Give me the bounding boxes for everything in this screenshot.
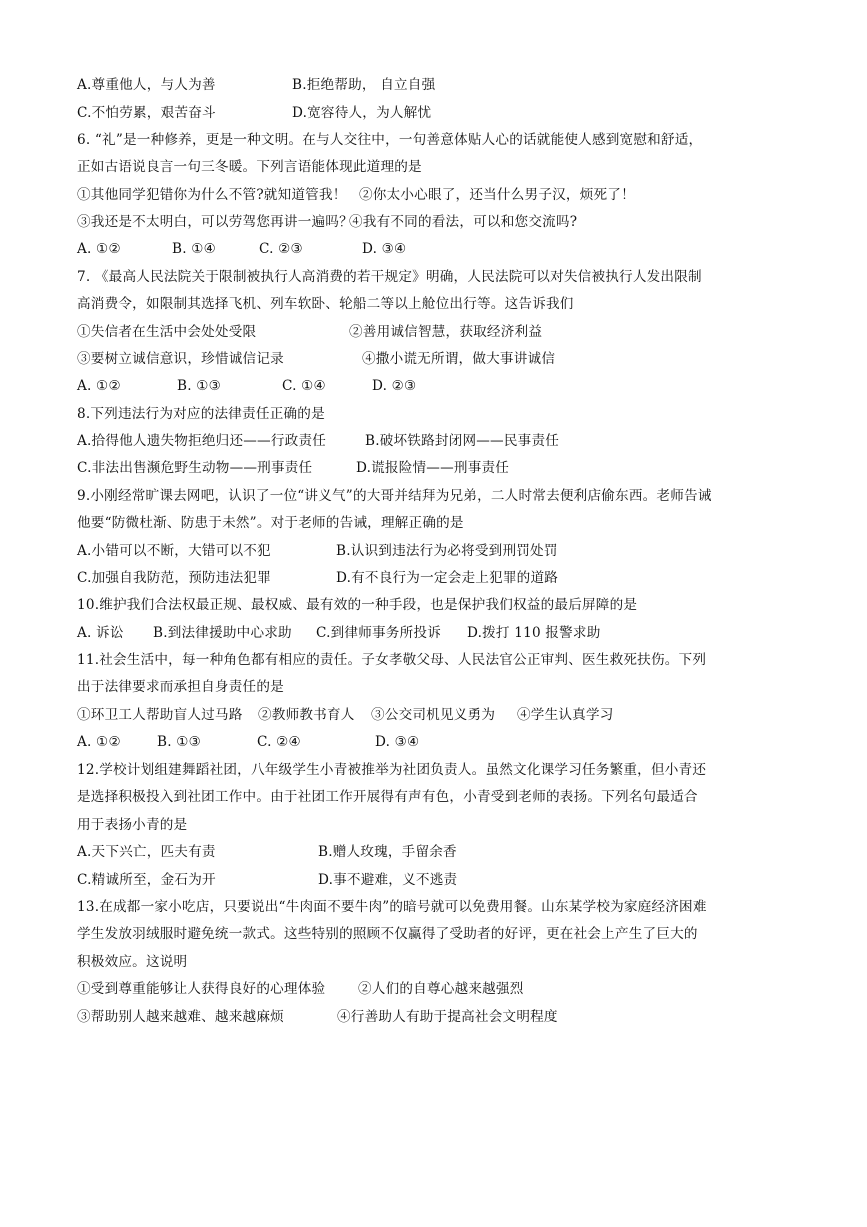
q7-items-row-1 [77,323,543,341]
q11-stem-line-2: 出于法律要求而承担自身责任的是 [77,679,284,695]
q9-stem-line-2: 他要“防微杜渐、防患于未然”。对于老师的告诫，理解正确的是 [77,515,464,531]
q13-stem-line-3: 积极效应。这说明 [77,954,188,970]
q11-item-1: ①环卫工人帮助盲人过马路 [77,707,243,723]
q6-items-row-1 [77,186,635,204]
q7-stem-line-2: 高消费令，如限制其选择飞机、列车软卧、轮船二等以上舱位出行等。这告诉我们 [77,296,574,312]
q6-stem-line-2: 正如古语说良言一句三冬暖。下列言语能体现此道理的是 [77,159,422,175]
q8-options-row-1 [77,432,560,450]
q9-options-row-2 [77,569,559,587]
q5-option-a: A.尊重他人，与人为善 [77,77,216,93]
q9-stem-line-1: 9.小刚经常旷课去网吧，认识了一位“讲义气”的大哥并结拜为兄弟，二人时常去便利店偷东西。老师告诫 [77,488,712,504]
q12-option-a: A.天下兴亡，匹夫有责 [77,844,216,860]
q10-option-a: A. 诉讼 [77,625,124,641]
q11-option-c: C. ②④ [257,734,301,750]
q6-option-d: D. ③④ [362,241,407,257]
q7-item-1: ①失信者在生活中会处处受限 [77,324,257,340]
q11-option-d: D. ③④ [375,734,420,750]
q13-items-row-2 [77,1008,558,1026]
q7-item-3: ③要树立诚信意识，珍惜诚信记录 [77,351,284,367]
q13-item-4: ④行善助人有助于提高社会文明程度 [337,1009,558,1025]
q8-option-d: D.谎报险情——刑事责任 [356,460,510,476]
q12-option-b: B.赠人玫瑰，手留余香 [318,844,457,860]
q5-option-d: D.宽容待人，为人解忧 [292,105,432,121]
q6-item-1: ①其他同学犯错你为什么不管?就知道管我！ [77,187,347,203]
q8-options-row-2 [77,459,510,477]
q8-option-a: A.拾得他人遗失物拒绝归还——行政责任 [77,433,327,449]
q11-items-row [77,706,614,724]
q11-option-b: B. ①③ [157,734,202,750]
q7-option-d: D. ②③ [372,378,417,394]
q6-item-3: ③我还是不太明白，可以劳驾您再讲一遍吗？ [77,214,353,230]
q6-stem-line-1: 6. “礼”是一种修养，更是一种文明。在与人交往中，一句善意体贴人心的话就能使人感到宽慰和舒适， [77,132,703,148]
q12-options-row-2 [77,871,458,889]
q11-options-row [77,733,420,751]
q10-options-row [77,624,601,642]
q13-item-1: ①受到尊重能够让人获得良好的心理体验 [77,981,326,997]
q7-option-a: A. ①② [77,378,121,394]
q13-stem-line-2: 学生发放羽绒服时避免统一款式。这些特别的照顾不仅赢得了受助者的好评，更在社会上产生了巨大的 [77,926,698,942]
q8-option-b: B.破坏铁路封闭网——民事责任 [365,433,560,449]
q5-options-row-2 [77,104,432,122]
q7-option-c: C. ①④ [282,378,326,394]
q6-items-row-2 [77,213,578,231]
q7-stem-line-1: 7. 《最高人民法院关于限制被执行人高消费的若干规定》明确，人民法院可以对失信被执行人发出限制 [77,269,702,285]
q9-option-c: C.加强自我防范，预防违法犯罪 [77,570,271,586]
q5-options-row-1 [77,76,436,94]
q7-item-4: ④撒小谎无所谓，做大事讲诚信 [362,351,556,367]
q12-option-d: D.事不避难，义不逃责 [318,872,458,888]
q13-item-2: ②人们的自尊心越来越强烈 [358,981,524,997]
q12-options-row-1 [77,843,457,861]
q13-stem-line-1: 13.在成都一家小吃店，只要说出“牛肉面不要牛肉”的暗号就可以免费用餐。山东某学校为家庭经济困难 [77,899,707,915]
q6-option-a: A. ①② [77,241,121,257]
q11-item-4: ④学生认真学习 [517,707,614,723]
q6-item-4: ④我有不同的看法，可以和您交流吗? [349,214,578,230]
q5-option-b: B.拒绝帮助， 自立自强 [292,77,436,93]
q11-option-a: A. ①② [77,734,121,750]
q9-option-b: B.认识到违法行为必将受到刑罚处罚 [336,543,558,559]
q7-option-b: B. ①③ [177,378,222,394]
q5-option-c: C.不怕劳累，艰苦奋斗 [77,105,216,121]
q10-option-d: D.拨打 110 报警求助 [467,625,601,641]
q8-option-c: C.非法出售濒危野生动物——刑事责任 [77,460,313,476]
q11-item-2: ②教师教书育人 [258,707,355,723]
q6-item-2: ②你太小心眼了，还当什么男子汉，烦死了！ [359,187,635,203]
q12-stem-line-1: 12.学校计划组建舞蹈社团，八年级学生小青被推举为社团负责人。虽然文化课学习任务繁重，但小青还 [77,762,707,778]
q9-option-a: A.小错可以不断，大错可以不犯 [77,543,271,559]
q9-options-row-1 [77,542,558,560]
q12-stem-line-2: 是选择积极投入到社团工作中。由于社团工作开展得有声有色，小青受到老师的表扬。下列名句最适合 [77,789,698,805]
q10-option-c: C.到律师事务所投诉 [316,625,441,641]
q13-items-row-1 [77,980,524,998]
q12-stem-line-3: 用于表扬小青的是 [77,817,188,833]
q10-option-b: B.到法律援助中心求助 [153,625,292,641]
q6-options-row [77,240,407,258]
q7-options-row [77,377,417,395]
q6-option-b: B. ①④ [172,241,217,257]
q6-option-c: C. ②③ [259,241,303,257]
q7-item-2: ②善用诚信智慧，获取经济利益 [349,324,543,340]
q9-option-d: D.有不良行为一定会走上犯罪的道路 [336,570,559,586]
q11-stem-line-1: 11.社会生活中，每一种角色都有相应的责任。子女孝敬父母、人民法官公正审判、医生救死扶伤。下列 [77,652,707,668]
q10-stem-line-1: 10.维护我们合法权最正规、最权威、最有效的一种手段，也是保护我们权益的最后屏障的是 [77,597,638,613]
q8-stem-line-1: 8.下列违法行为对应的法律责任正确的是 [77,406,325,422]
q13-item-3: ③帮助别人越来越难、越来越麻烦 [77,1009,284,1025]
q12-option-c: C.精诚所至，金石为开 [77,872,216,888]
q7-items-row-2 [77,350,556,368]
q11-item-3: ③公交司机见义勇为 [371,707,496,723]
